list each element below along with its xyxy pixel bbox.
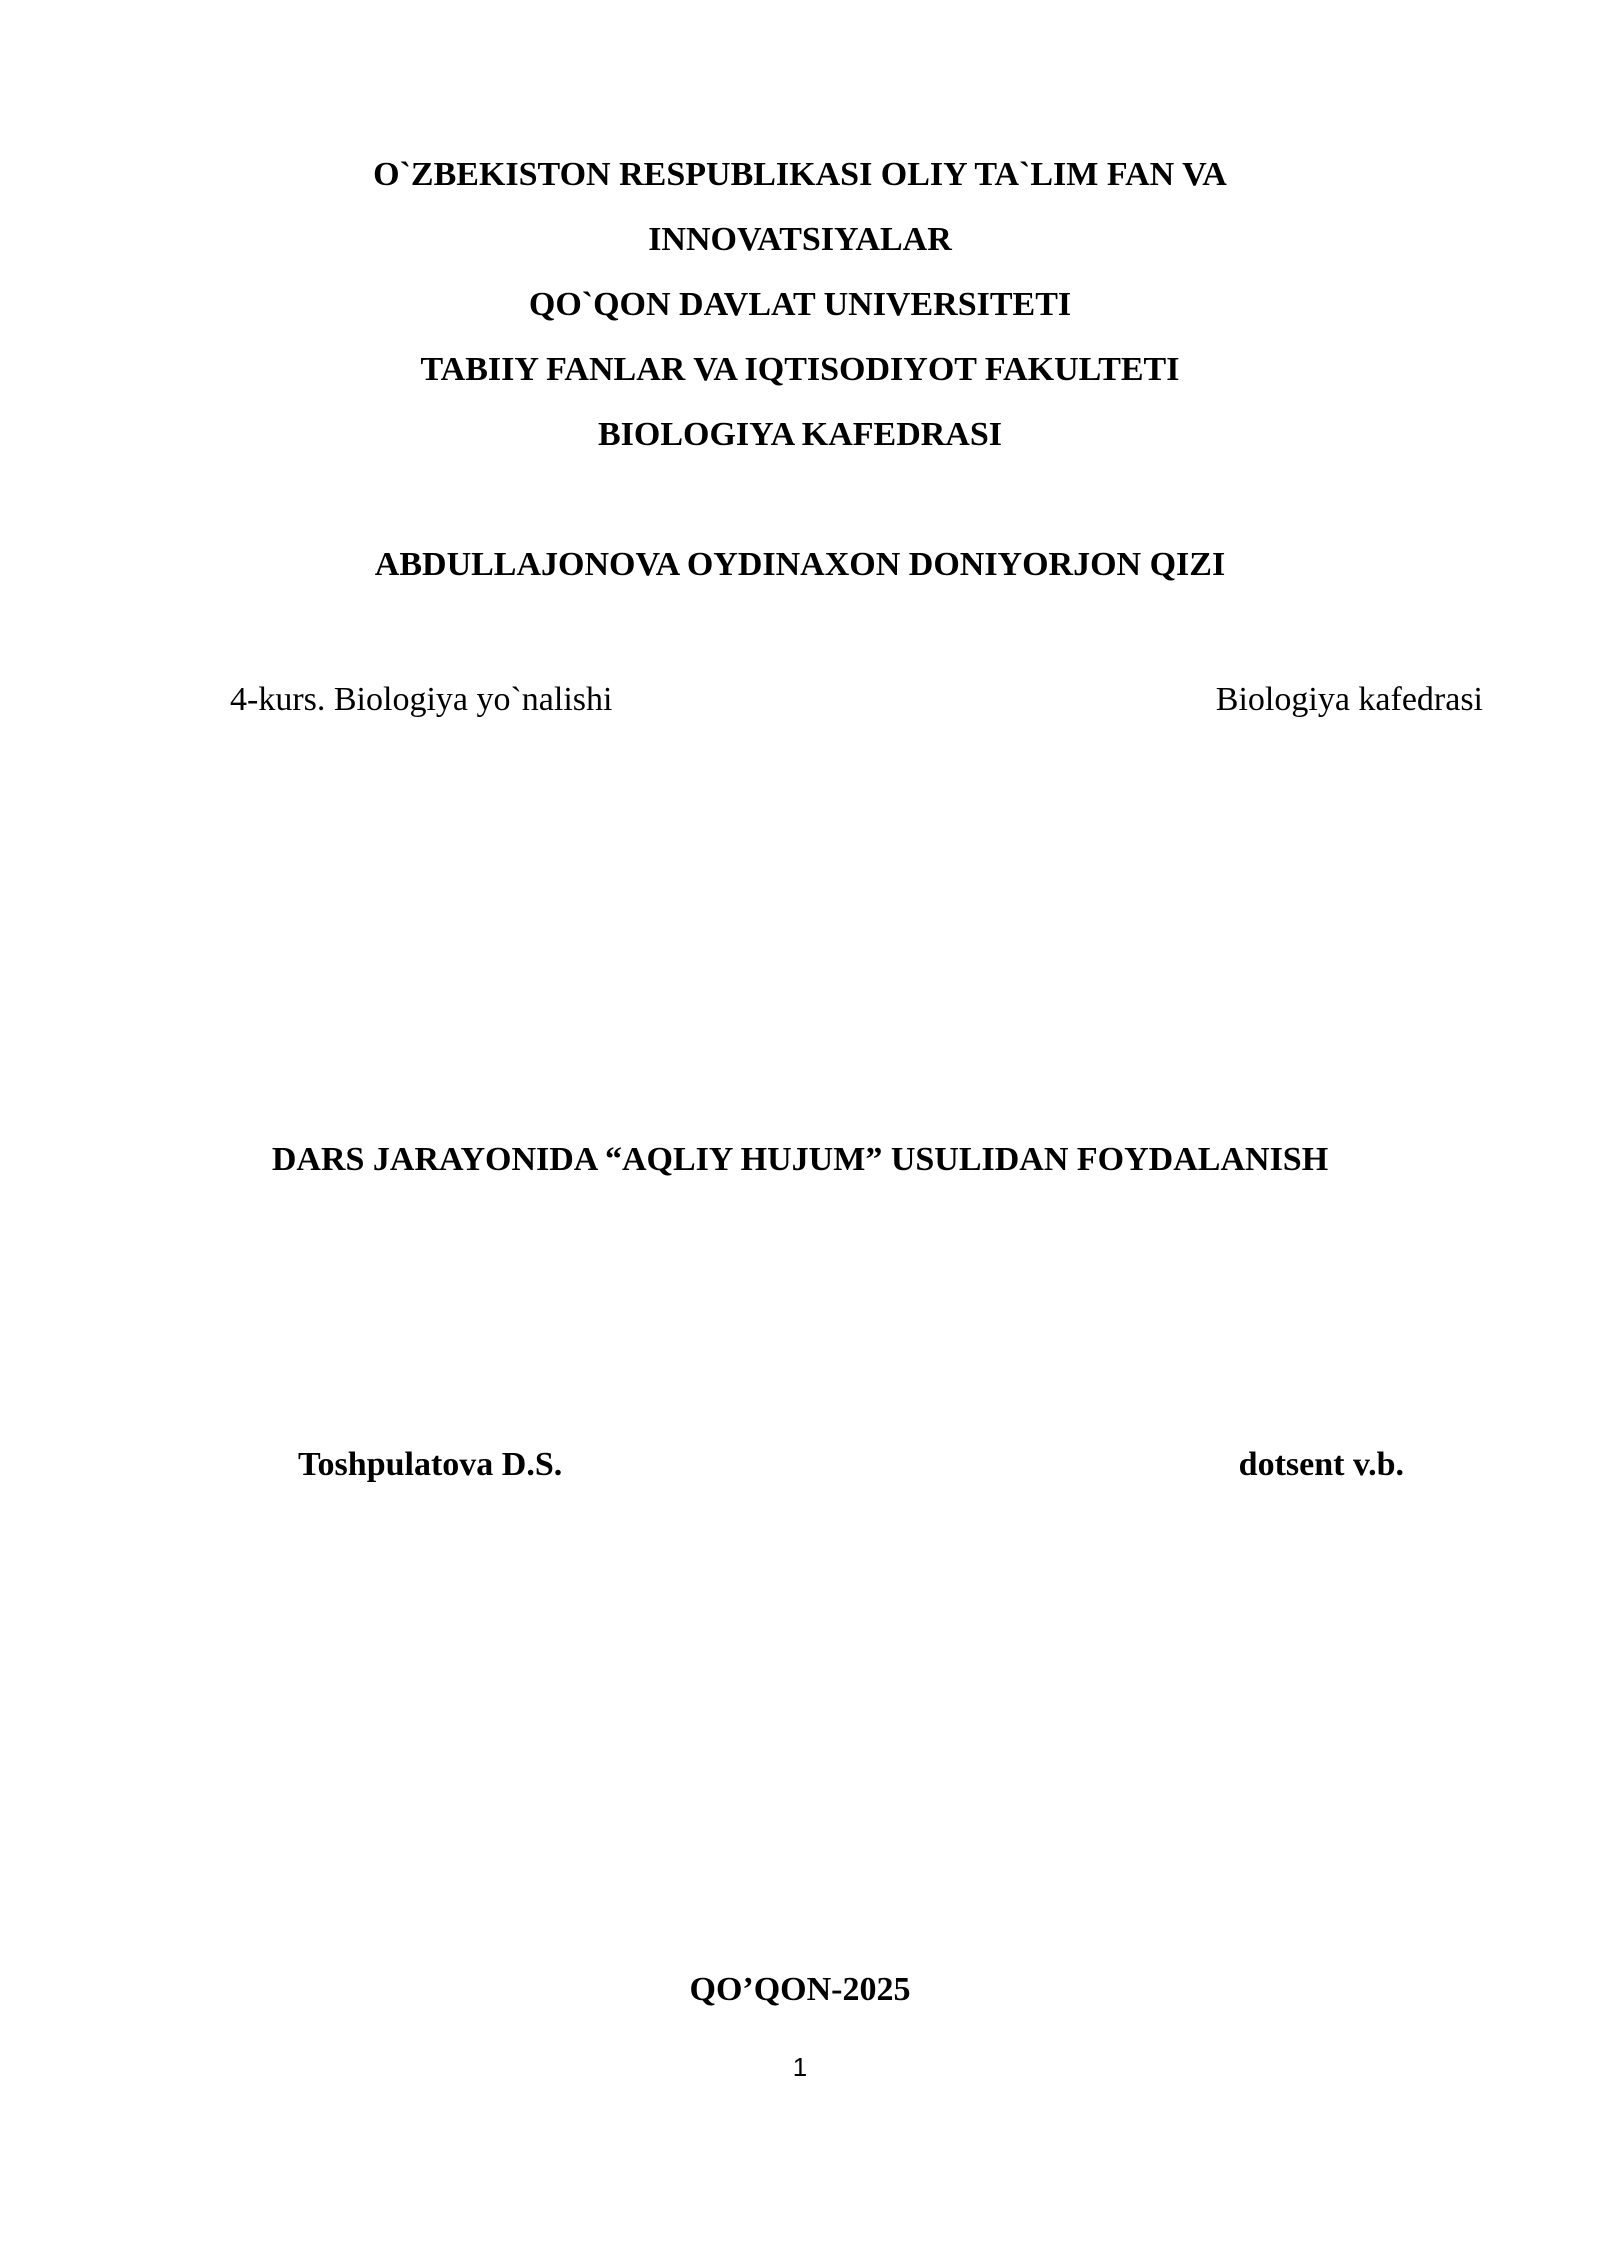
- student-department: Biologiya kafedrasi: [1215, 681, 1483, 718]
- supervisor-position: dotsent v.b.: [1238, 1446, 1404, 1483]
- student-course: 4-kurs. Biologiya yo`nalishi: [230, 681, 613, 718]
- header-ministry-line-1: O`ZBEKISTON RESPUBLIKASI OLIY TA`LIM FAN VA: [373, 156, 1227, 193]
- header-university: QO`QON DAVLAT UNIVERSITETI: [528, 286, 1072, 323]
- city-year: QO’QON-2025: [689, 1971, 911, 2008]
- supervisor-name: Toshpulatova D.S.: [298, 1446, 563, 1483]
- header-faculty: TABIIY FANLAR VA IQTISODIYOT FAKULTETI: [420, 351, 1180, 388]
- student-name: ABDULLAJONOVA OYDINAXON DONIYORJON QIZI: [374, 546, 1226, 583]
- page-number: 1: [792, 2052, 808, 2082]
- header-ministry-line-2: INNOVATSIYALAR: [648, 221, 952, 258]
- document-title: DARS JARAYONIDA “AQLIY HUJUM” USULIDAN FOYDALANISH: [271, 1141, 1329, 1178]
- header-department: BIOLOGIYA KAFEDRASI: [597, 416, 1002, 453]
